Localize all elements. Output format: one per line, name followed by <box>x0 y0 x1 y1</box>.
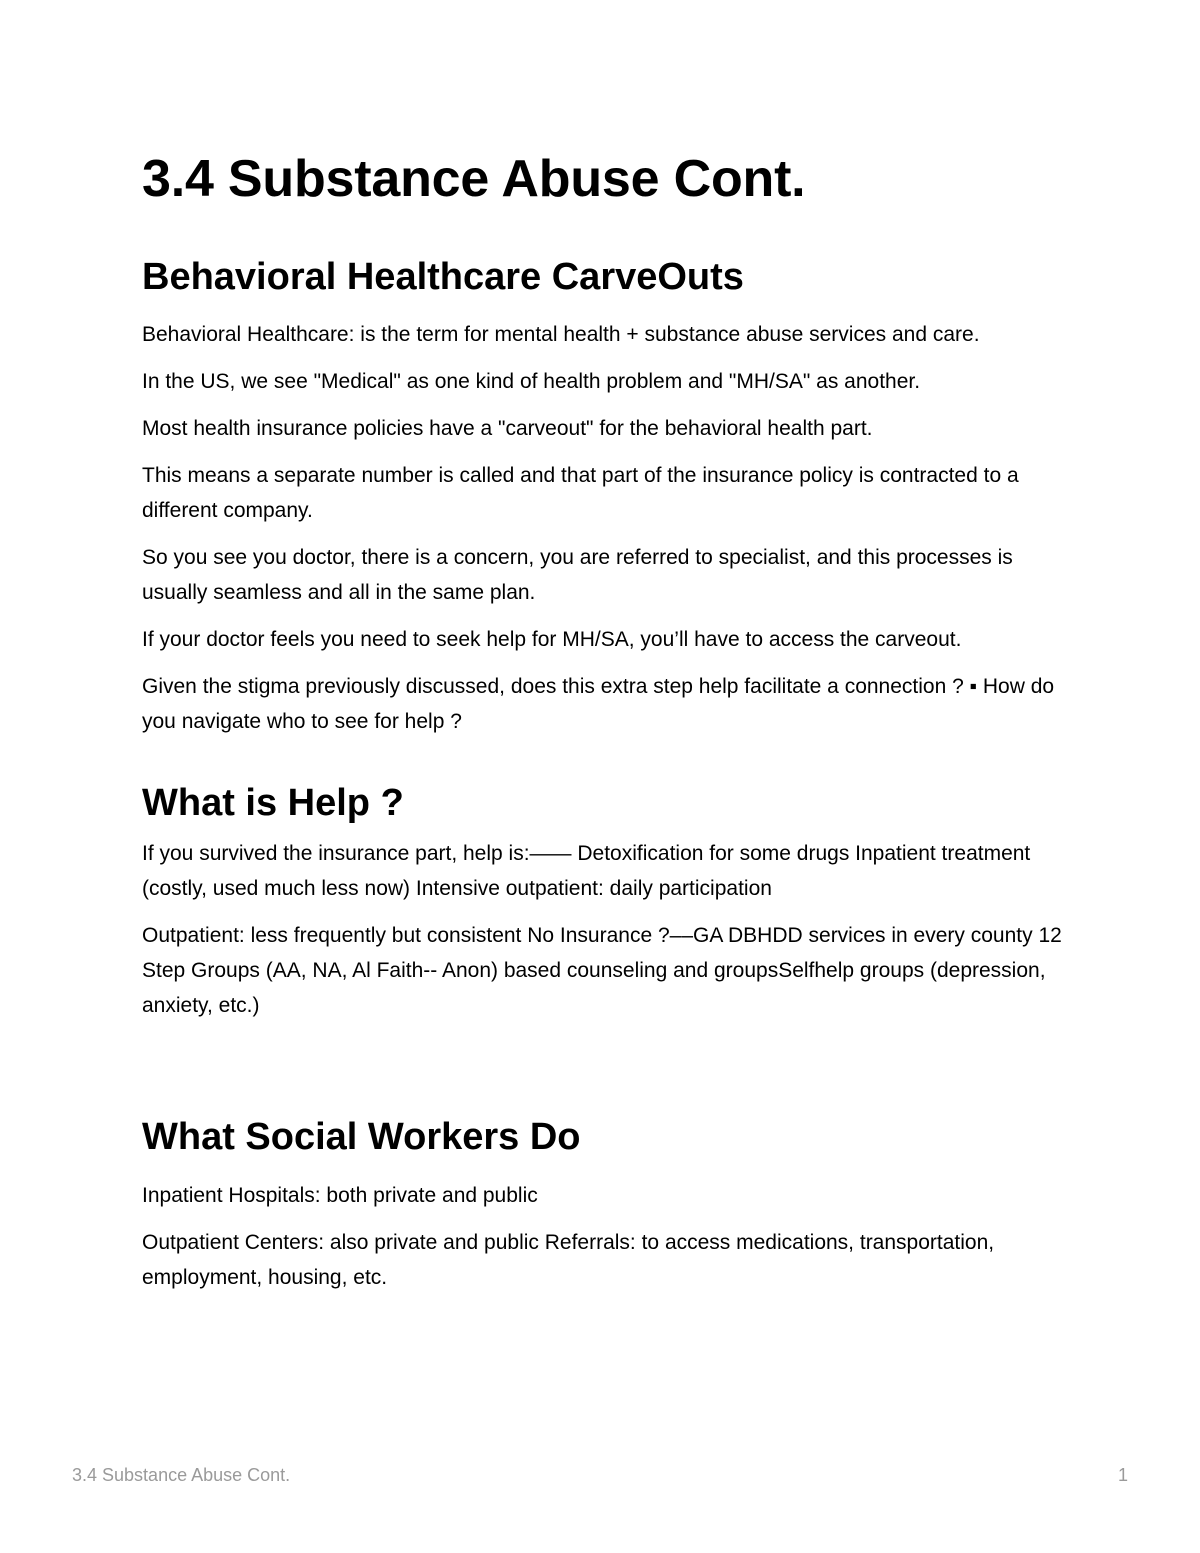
paragraph: Given the stigma previously discussed, does this extra step help facilitate a connection ? ▪ How do you navigate who to see for help ? <box>142 675 1055 733</box>
page-footer <box>72 1465 1128 1486</box>
document-body <box>142 148 1062 1295</box>
paragraph: Most health insurance policies have a "carveout" for the behavioral health part. <box>142 417 873 440</box>
paragraph: If you survived the insurance part, help is:—— Detoxification for some drugs Inpatient treatment (costly, used much less now) Intensive outpatient: daily participation <box>142 842 1031 900</box>
paragraph: Outpatient: less frequently but consistent No Insurance ?––GA DBHDD services in every county 12 Step Groups (AA, NA, Al Faith-- Anon) based counseling and groupsSelfhelp groups (depression, anxiety, etc.) <box>142 924 1062 1017</box>
section-heading-what-is-help: What is Help ? <box>142 782 404 824</box>
paragraph: So you see you doctor, there is a concern, you are referred to specialist, and this processes is usually seamless and all in the same plan. <box>142 546 1013 604</box>
footer-title: 3.4 Substance Abuse Cont. <box>72 1465 291 1485</box>
section-heading-carveouts: Behavioral Healthcare CarveOuts <box>142 256 744 298</box>
paragraph: Behavioral Healthcare: is the term for mental health + substance abuse services and care. <box>142 323 980 346</box>
paragraph: Inpatient Hospitals: both private and public <box>142 1184 538 1207</box>
paragraph: If your doctor feels you need to seek help for MH/SA, you’ll have to access the carveout. <box>142 628 962 651</box>
paragraph: Outpatient Centers: also private and public Referrals: to access medications, transportation, employment, housing, etc. <box>142 1231 995 1289</box>
page-title: 3.4 Substance Abuse Cont. <box>142 150 806 208</box>
section-heading-social-workers: What Social Workers Do <box>142 1116 581 1158</box>
paragraph: In the US, we see "Medical" as one kind of health problem and "MH/SA" as another. <box>142 370 921 393</box>
paragraph: This means a separate number is called and that part of the insurance policy is contracted to a different company. <box>142 464 1019 522</box>
page-number: 1 <box>1117 1465 1128 1485</box>
